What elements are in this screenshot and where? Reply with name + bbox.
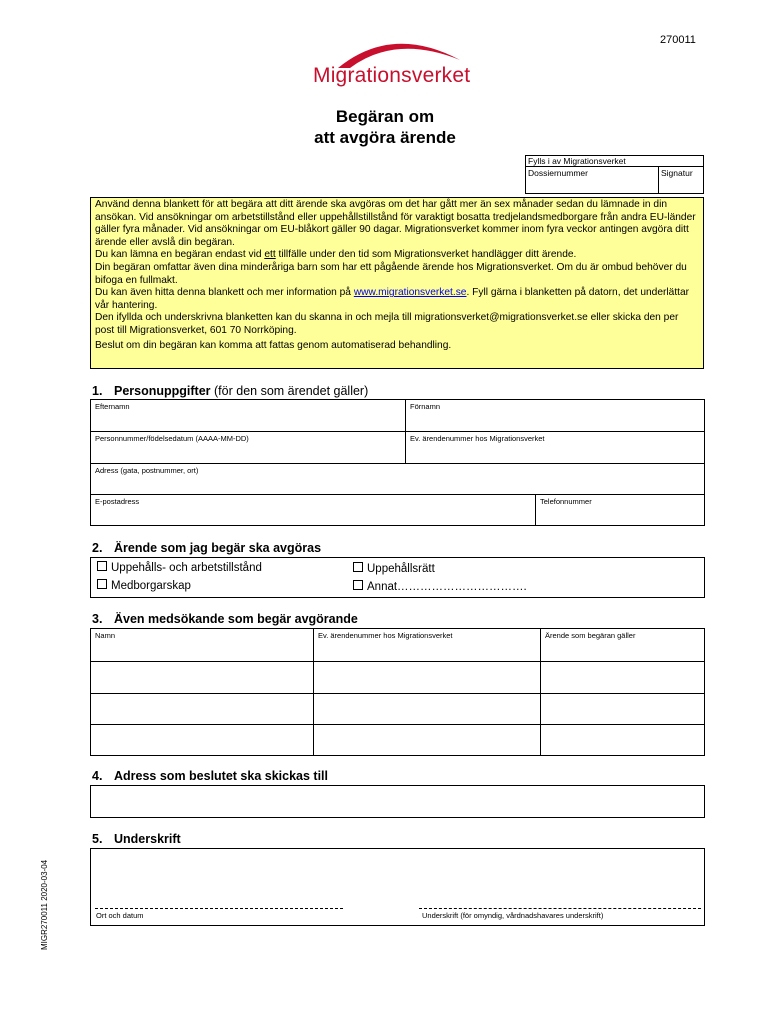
section-3-heading: 3. Även medsökande som begär avgörande: [92, 612, 358, 626]
section-1-heading: 1. Personuppgifter (för den som ärendet gäller): [92, 384, 369, 398]
table-cell[interactable]: [313, 661, 540, 693]
table-cell[interactable]: [540, 724, 704, 755]
personal-number-field[interactable]: Personnummer/födelsedatum (AAAA-MM-DD): [91, 431, 405, 463]
signature-label: Underskrift (för omyndig, vårdnadshavares underskrift): [422, 911, 604, 920]
table-cell[interactable]: [540, 693, 704, 724]
logo-text: Migrationsverket: [313, 64, 471, 87]
signature-line[interactable]: [419, 908, 701, 909]
address-field[interactable]: Adress (gata, postnummer, ort): [91, 463, 704, 494]
section-2-heading: 2. Ärende som jag begär ska avgöras: [92, 541, 322, 555]
table-cell[interactable]: [91, 693, 313, 724]
checkbox-icon: [353, 562, 363, 572]
personal-details-box: [90, 399, 705, 526]
table-cell[interactable]: [91, 724, 313, 755]
place-date-label: Ort och datum: [96, 911, 144, 920]
page-title: [230, 106, 540, 148]
dossier-number-field: Dossiernummer: [526, 167, 659, 194]
table-cell[interactable]: [91, 661, 313, 693]
place-date-line[interactable]: [95, 908, 343, 909]
table-cell[interactable]: [540, 661, 704, 693]
column-header-case-type: Ärende som begäran gäller: [540, 629, 704, 661]
info-paragraph: Du kan lämna en begäran endast vid ett tillfälle under den tid som Migrationsverket handlägger ditt ärende.: [95, 249, 577, 261]
form-code: 270011: [660, 34, 696, 46]
column-header-name: Namn: [95, 631, 116, 640]
column-header-case-number: Ev. ärendenummer hos Migrationsverket: [313, 629, 540, 661]
email-field[interactable]: E-postadress: [91, 494, 535, 525]
firstname-field[interactable]: Förnamn: [405, 400, 704, 431]
signature-box: [90, 848, 705, 926]
info-paragraph: Du kan även hitta denna blankett och mer information på www.migrationsverket.se. Fyll gärna i blanketten på datorn, det underlättar vår hantering.: [95, 287, 690, 311]
info-paragraph: Beslut om din begäran kan komma att fattas genom automatiserad behandling.: [95, 339, 452, 351]
checkbox-other[interactable]: Annat…………………………….: [353, 580, 527, 593]
case-type-box: [90, 557, 705, 598]
info-box: [90, 197, 704, 369]
office-use-box: [525, 155, 704, 194]
checkbox-icon: [353, 580, 363, 590]
title-line-1: Begäran om: [335, 107, 435, 126]
migrationsverket-logo: [310, 30, 485, 92]
office-signature-field: Signatur: [661, 168, 693, 178]
side-form-code: MIGR270011 2020-03-04: [40, 859, 49, 950]
table-cell[interactable]: [313, 693, 540, 724]
section-5-heading: 5. Underskrift: [92, 832, 181, 846]
checkbox-residence-work[interactable]: Uppehålls- och arbetstillstånd: [97, 561, 262, 574]
phone-field[interactable]: Telefonnummer: [535, 494, 704, 525]
decision-address-field[interactable]: [90, 785, 705, 818]
case-number-field[interactable]: Ev. ärendenummer hos Migrationsverket: [405, 431, 704, 463]
checkbox-icon: [97, 579, 107, 589]
info-paragraph: Din begäran omfattar även dina minderåriga barn som har ett pågående ärende hos Migrationsverket. Om du är ombud behöver du bifoga en fullmakt.: [95, 261, 687, 286]
office-use-header: Fylls i av Migrationsverket: [526, 156, 703, 167]
checkbox-right-of-residence[interactable]: Uppehållsrätt: [353, 562, 435, 575]
co-applicants-table: [90, 628, 705, 756]
title-line-2: att avgöra ärende: [314, 128, 456, 147]
website-link[interactable]: www.migrationsverket.se: [353, 287, 467, 299]
info-paragraph: Använd denna blankett för att begära att ditt ärende ska avgöras om det har gått mer än sex månader sedan du lämnade in din ansökan. Vid ansökningar om arbetstillstånd eller uppehållstillstånd för varaktigt bosatta tredjelandsmedborgare från andra EU-länder gäller fyra månader. Vid ansökningar om EU-blåkort gäller 90 dagar. Migrationsverket kommer inom fyra veckor antingen avgöra ditt ärende eller avslå din begäran.: [95, 199, 696, 248]
table-cell[interactable]: [313, 724, 540, 755]
section-4-heading: 4. Adress som beslutet ska skickas till: [92, 769, 328, 783]
checkbox-icon: [97, 561, 107, 571]
lastname-field[interactable]: Efternamn: [95, 402, 130, 411]
info-paragraph: Den ifyllda och underskrivna blanketten kan du skanna in och mejla till migrationsverket@migrationsverket.se eller skicka den per post till Migrationsverket, 601 70 Norrköping.: [95, 312, 679, 336]
checkbox-citizenship[interactable]: Medborgarskap: [97, 579, 191, 592]
